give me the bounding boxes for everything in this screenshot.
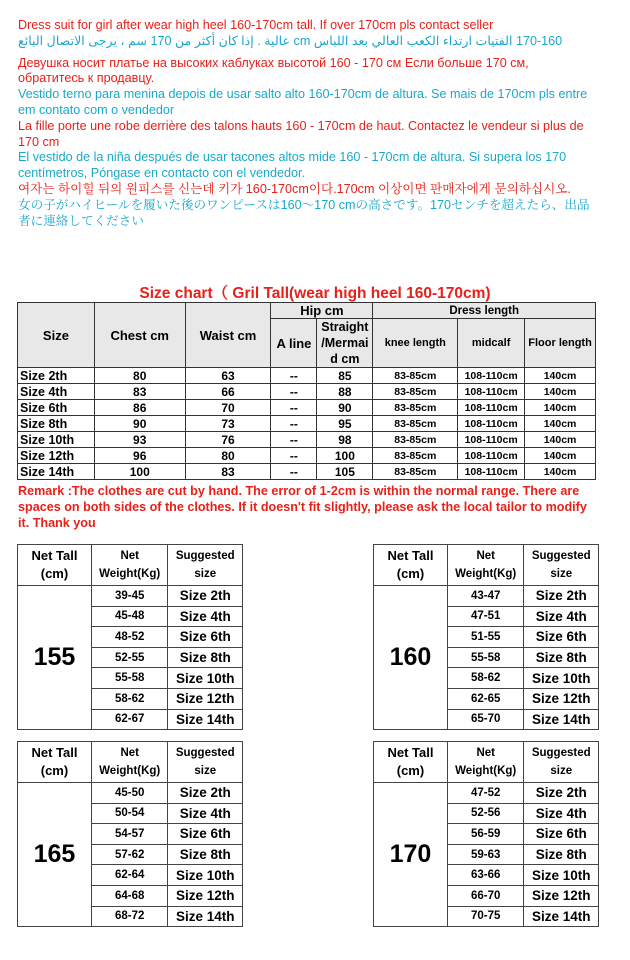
- tall-value: 170: [374, 783, 448, 927]
- weight-range: 51-55: [447, 627, 524, 648]
- weight-range: 62-67: [91, 709, 168, 730]
- suggested-size: Size 10th: [168, 865, 243, 886]
- weight-range: 68-72: [91, 906, 168, 927]
- header-net-tall: Net Tall (cm): [18, 742, 92, 783]
- cell-floor: 140cm: [525, 416, 596, 432]
- note-line: El vestido de la niña después de usar tacones altos mide 160 - 170cm de altura. Si supera los 170 centímetros, Póngase en contacto con el vendedor.: [18, 150, 567, 181]
- cell-straight: 88: [317, 384, 373, 400]
- header-straight: Straight /Mermai d cm: [317, 319, 373, 368]
- header-dress-length: Dress length: [373, 303, 596, 319]
- suggested-size: Size 10th: [524, 668, 599, 689]
- weight-range: 39-45: [91, 586, 168, 607]
- cell-floor: 140cm: [525, 368, 596, 384]
- cell-waist: 73: [185, 416, 271, 432]
- suggested-size: Size 4th: [168, 606, 243, 627]
- cell-aline: --: [271, 416, 317, 432]
- cell-straight: 98: [317, 432, 373, 448]
- header-midcalf: midcalf: [458, 319, 525, 368]
- weight-range: 58-62: [91, 688, 168, 709]
- suggested-size: Size 4th: [524, 606, 599, 627]
- multilingual-notes: [18, 18, 596, 229]
- cell-knee: 83-85cm: [373, 448, 458, 464]
- cell-size: Size 6th: [18, 400, 95, 416]
- suggested-size: Size 4th: [524, 803, 599, 824]
- tall-value: 155: [18, 586, 92, 730]
- suggested-size: Size 10th: [168, 668, 243, 689]
- header-waist: Waist cm: [185, 303, 271, 368]
- cell-straight: 100: [317, 448, 373, 464]
- cell-midcalf: 108-110cm: [458, 400, 525, 416]
- suggested-size: Size 8th: [168, 844, 243, 865]
- header-net-weight: Net Weight(Kg): [91, 545, 168, 586]
- suggested-size: Size 6th: [524, 627, 599, 648]
- cell-floor: 140cm: [525, 384, 596, 400]
- tall-table-170: [373, 741, 599, 927]
- suggested-size: Size 6th: [168, 824, 243, 845]
- suggested-size: Size 2th: [168, 783, 243, 804]
- size-row: [18, 384, 596, 400]
- suggested-size: Size 2th: [168, 586, 243, 607]
- weight-range: 56-59: [447, 824, 524, 845]
- suggested-size: Size 12th: [168, 688, 243, 709]
- header-net-weight: Net Weight(Kg): [91, 742, 168, 783]
- header-chest: Chest cm: [94, 303, 185, 368]
- cell-waist: 70: [185, 400, 271, 416]
- cell-floor: 140cm: [525, 448, 596, 464]
- weight-range: 66-70: [447, 885, 524, 906]
- weight-range: 50-54: [91, 803, 168, 824]
- cell-chest: 86: [94, 400, 185, 416]
- tall-table-155: [17, 544, 243, 730]
- weight-range: 52-56: [447, 803, 524, 824]
- cell-straight: 85: [317, 368, 373, 384]
- suggested-size: Size 8th: [524, 647, 599, 668]
- header-net-tall: Net Tall (cm): [18, 545, 92, 586]
- suggested-size: Size 6th: [168, 627, 243, 648]
- cell-knee: 83-85cm: [373, 400, 458, 416]
- cell-aline: --: [271, 464, 317, 480]
- cell-knee: 83-85cm: [373, 384, 458, 400]
- cell-aline: --: [271, 448, 317, 464]
- size-chart-table: [17, 302, 596, 480]
- cell-size: Size 4th: [18, 384, 95, 400]
- tall-value: 160: [374, 586, 448, 730]
- note-line: 여자는 하이힐 뒤의 원피스를 신는데 키가 160-170cm이다.170cm 이상이면 판매자에게 문의하십시오.: [18, 181, 571, 196]
- note-line: La fille porte une robe derrière des talons hauts 160 - 170cm de haut. Contactez le vendeur si plus de 170 cm: [18, 118, 584, 149]
- header-suggested-size: Suggested size: [168, 545, 243, 586]
- weight-range: 54-57: [91, 824, 168, 845]
- header-suggested-size: Suggested size: [168, 742, 243, 783]
- header-size: Size: [18, 303, 95, 368]
- cell-floor: 140cm: [525, 400, 596, 416]
- header-net-tall: Net Tall (cm): [374, 545, 448, 586]
- size-row: [18, 432, 596, 448]
- weight-range: 47-51: [447, 606, 524, 627]
- suggested-size: Size 14th: [168, 709, 243, 730]
- cell-chest: 96: [94, 448, 185, 464]
- cell-aline: --: [271, 384, 317, 400]
- weight-range: 70-75: [447, 906, 524, 927]
- weight-range: 64-68: [91, 885, 168, 906]
- weight-range: 57-62: [91, 844, 168, 865]
- note-line: Девушка носит платье на высоких каблуках высотой 160 - 170 см Если больше 170 см, обратитесь к продавцу.: [18, 55, 529, 86]
- weight-range: 62-65: [447, 688, 524, 709]
- cell-waist: 63: [185, 368, 271, 384]
- cell-midcalf: 108-110cm: [458, 464, 525, 480]
- cell-chest: 93: [94, 432, 185, 448]
- cell-aline: --: [271, 432, 317, 448]
- cell-straight: 95: [317, 416, 373, 432]
- header-net-weight: Net Weight(Kg): [447, 545, 524, 586]
- cell-aline: --: [271, 400, 317, 416]
- header-suggested-size: Suggested size: [524, 742, 599, 783]
- suggested-size: Size 8th: [524, 844, 599, 865]
- note-line: Dress suit for girl after wear high heel 160-170cm tall. If over 170cm pls contact seller: [18, 18, 494, 32]
- cell-waist: 80: [185, 448, 271, 464]
- suggested-size: Size 2th: [524, 783, 599, 804]
- suggested-size: Size 12th: [168, 885, 243, 906]
- suggested-size: Size 12th: [524, 688, 599, 709]
- size-chart-title: Size chart（ Gril Tall(wear high heel 160-170cm): [139, 285, 491, 302]
- cell-midcalf: 108-110cm: [458, 432, 525, 448]
- weight-range: 59-63: [447, 844, 524, 865]
- weight-range: 58-62: [447, 668, 524, 689]
- header-a-line: A line: [271, 319, 317, 368]
- header-net-weight: Net Weight(Kg): [447, 742, 524, 783]
- header-net-tall: Net Tall (cm): [374, 742, 448, 783]
- weight-range: 63-66: [447, 865, 524, 886]
- suggested-size: Size 10th: [524, 865, 599, 886]
- suggested-size: Size 4th: [168, 803, 243, 824]
- cell-chest: 83: [94, 384, 185, 400]
- cell-midcalf: 108-110cm: [458, 368, 525, 384]
- weight-range: 55-58: [91, 668, 168, 689]
- remark-text: Remark :The clothes are cut by hand. The error of 1-2cm is within the normal range. There are spaces on both sides of the clothes. If it doesn't fit slightly, please ask the local tailor to modify it. Thank you: [18, 484, 587, 530]
- suggested-size: Size 14th: [524, 709, 599, 730]
- cell-chest: 90: [94, 416, 185, 432]
- cell-waist: 83: [185, 464, 271, 480]
- cell-midcalf: 108-110cm: [458, 416, 525, 432]
- header-floor: Floor length: [525, 319, 596, 368]
- tall-table-165: [17, 741, 243, 927]
- cell-straight: 105: [317, 464, 373, 480]
- size-row: [18, 416, 596, 432]
- cell-size: Size 12th: [18, 448, 95, 464]
- suggested-size: Size 2th: [524, 586, 599, 607]
- size-row: [18, 464, 596, 480]
- note-line: Vestido terno para menina depois de usar salto alto 160-170cm de altura. Se mais de 170cm pls entre em contato com o vendedor: [18, 87, 588, 117]
- weight-range: 55-58: [447, 647, 524, 668]
- suggested-size: Size 14th: [168, 906, 243, 927]
- size-row: [18, 448, 596, 464]
- cell-straight: 90: [317, 400, 373, 416]
- note-line: 170-160 الفتيات ارتداء الكعب العالي بعد اللباس cm عالية . إذا كان أكثر من 170 سم ، يرجى الاتصال البائع: [18, 33, 563, 48]
- suggested-size: Size 8th: [168, 647, 243, 668]
- cell-waist: 66: [185, 384, 271, 400]
- suggested-size: Size 14th: [524, 906, 599, 927]
- header-hip: Hip cm: [271, 303, 373, 319]
- cell-knee: 83-85cm: [373, 368, 458, 384]
- note-line: 女の子がハイヒールを履いた後のワンピースは160～170 cmの高さです。170センチを超えたら、出品者に連絡してください: [18, 197, 590, 228]
- weight-range: 43-47: [447, 586, 524, 607]
- cell-size: Size 14th: [18, 464, 95, 480]
- header-knee: knee length: [373, 319, 458, 368]
- weight-range: 52-55: [91, 647, 168, 668]
- size-row: [18, 400, 596, 416]
- cell-midcalf: 108-110cm: [458, 448, 525, 464]
- suggested-size: Size 12th: [524, 885, 599, 906]
- weight-range: 48-52: [91, 627, 168, 648]
- cell-midcalf: 108-110cm: [458, 384, 525, 400]
- cell-size: Size 8th: [18, 416, 95, 432]
- header-suggested-size: Suggested size: [524, 545, 599, 586]
- cell-knee: 83-85cm: [373, 416, 458, 432]
- weight-range: 47-52: [447, 783, 524, 804]
- cell-floor: 140cm: [525, 432, 596, 448]
- cell-floor: 140cm: [525, 464, 596, 480]
- size-row: [18, 368, 596, 384]
- tall-table-160: [373, 544, 599, 730]
- weight-range: 45-50: [91, 783, 168, 804]
- tall-value: 165: [18, 783, 92, 927]
- cell-size: Size 10th: [18, 432, 95, 448]
- cell-chest: 100: [94, 464, 185, 480]
- cell-aline: --: [271, 368, 317, 384]
- cell-chest: 80: [94, 368, 185, 384]
- cell-knee: 83-85cm: [373, 432, 458, 448]
- cell-waist: 76: [185, 432, 271, 448]
- suggested-size: Size 6th: [524, 824, 599, 845]
- weight-range: 62-64: [91, 865, 168, 886]
- weight-range: 65-70: [447, 709, 524, 730]
- weight-range: 45-48: [91, 606, 168, 627]
- cell-size: Size 2th: [18, 368, 95, 384]
- cell-knee: 83-85cm: [373, 464, 458, 480]
